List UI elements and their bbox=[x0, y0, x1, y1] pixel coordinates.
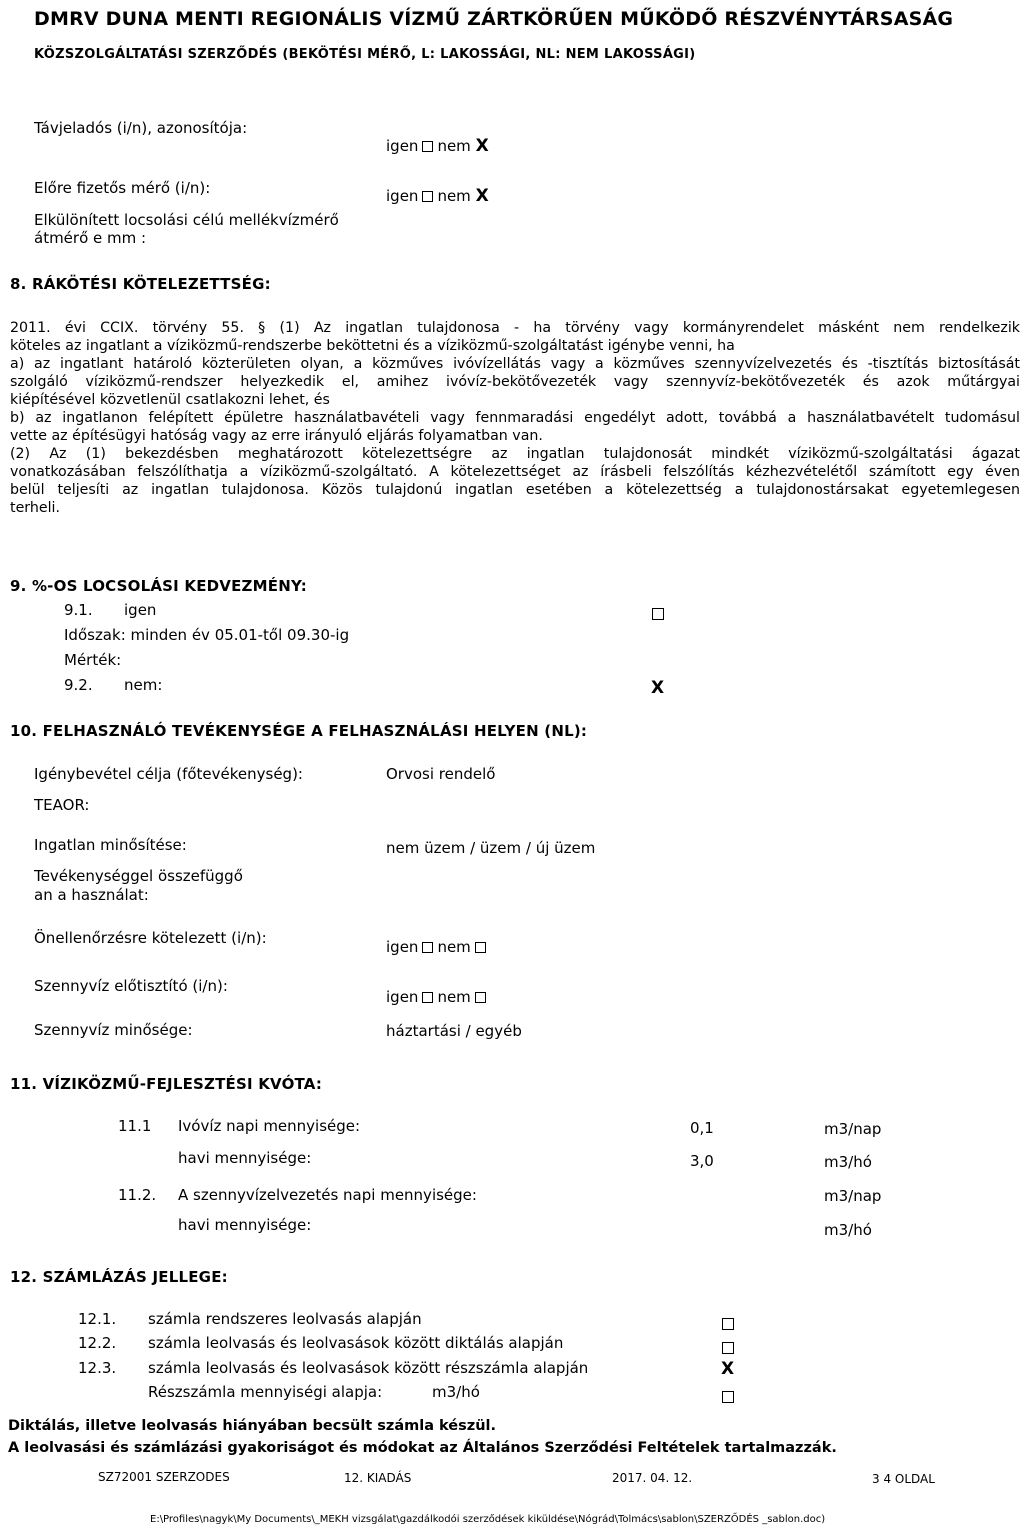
kvota-szennyviz-napi-unit: m3/nap bbox=[824, 1187, 882, 1205]
kedvezmeny-nem-label: nem: bbox=[124, 676, 163, 694]
section-8-text bbox=[10, 319, 1020, 517]
tevekenyseg-label-2: an a használat: bbox=[34, 886, 149, 904]
reszszamla-alap-label: Részszámla mennyiségi alapja: bbox=[148, 1383, 383, 1401]
tavjelado-label: Távjeladós (i/n), azonosítója: bbox=[34, 119, 248, 137]
szamla-rendszeres-checkbox[interactable] bbox=[722, 1314, 734, 1333]
igen-label: igen bbox=[386, 187, 419, 205]
law-line: 2011. évi CCIX. törvény 55. § (1) Az ingatlan tulajdonosa - ha törvény vagy kormányrendelet másként nem rendelkezik bbox=[10, 320, 1020, 336]
elore-fizetos-label: Előre fizetős mérő (i/n): bbox=[34, 179, 211, 197]
elotisztito-label: Szennyvíz előtisztító (i/n): bbox=[34, 977, 228, 995]
kvota-ivoviz-havi-unit: m3/hó bbox=[824, 1153, 872, 1171]
minosites-label: Ingatlan minősítése: bbox=[34, 836, 187, 854]
kvota-szennyviz-havi-unit: m3/hó bbox=[824, 1221, 872, 1239]
section-12-title: 12. SZÁMLÁZÁS JELLEGE: bbox=[10, 1268, 228, 1286]
szamla-reszszamla-checked-mark: X bbox=[721, 1359, 735, 1379]
nem-label: nem bbox=[437, 137, 471, 155]
section-10-title: 10. FELHASZNÁLÓ TEVÉKENYSÉGE A FELHASZNÁLÁSI HELYEN (NL): bbox=[10, 722, 588, 740]
footer-date: 2017. 04. 12. bbox=[612, 1471, 693, 1485]
szamla-reszszamla-label: számla leolvasás és leolvasások között részszámla alapján bbox=[148, 1359, 589, 1377]
section-9-title: 9. %-OS LOCSOLÁSI KEDVEZMÉNY: bbox=[10, 577, 307, 595]
igen-label: igen bbox=[386, 137, 419, 155]
szennyviz-minoseg-label: Szennyvíz minősége: bbox=[34, 1021, 193, 1039]
kvota-ivoviz-napi-value: 0,1 bbox=[690, 1119, 714, 1137]
footer-kiadas: 12. KIADÁS bbox=[344, 1471, 412, 1485]
kedvezmeny-idoszak: Időszak: minden év 05.01-től 09.30-ig bbox=[64, 626, 350, 644]
kedvezmeny-igen-label: igen bbox=[124, 601, 157, 619]
tavjelado-choice bbox=[386, 136, 489, 156]
szamla-option-num: 12.2. bbox=[78, 1334, 117, 1352]
locsolasi-meter-label: Elkülönített locsolási célú mellékvízmérő bbox=[34, 211, 339, 229]
teaor-label: TEAOR: bbox=[34, 796, 90, 814]
law-line: kiépítésével közvetlenül csatlakozni lehet, és bbox=[10, 392, 330, 408]
kedvezmeny-mertek-label: Mérték: bbox=[64, 651, 122, 669]
igen-label: igen bbox=[386, 988, 419, 1006]
section-11-title: 11. VÍZIKÖZMŰ-FEJLESZTÉSI KVÓTA: bbox=[10, 1075, 323, 1093]
law-line: (2) Az (1) bekezdésben meghatározott kötelezettségre az ingatlan tulajdonosát mindkét víziközmű-szolgáltatási ágazat bbox=[10, 446, 1020, 462]
note-becsult-szamla: Diktálás, illetve leolvasás hiányában becsült számla készül. bbox=[8, 1418, 496, 1434]
onellenorzes-label: Önellenőrzésre kötelezett (i/n): bbox=[34, 929, 267, 947]
igen-checkbox[interactable] bbox=[422, 191, 433, 202]
kvota-szennyviz-havi-label: havi mennyisége: bbox=[178, 1216, 312, 1234]
kedvezmeny-nem-checked-mark: X bbox=[651, 678, 665, 698]
kvota-ivoviz-napi-unit: m3/nap bbox=[824, 1120, 882, 1138]
kvota-szennyviz-label: A szennyvízelvezetés napi mennyisége: bbox=[178, 1186, 477, 1204]
law-line: a) az ingatlant határoló közterületen olyan, a közműves ivóvízellátás vagy a közműves szennyvízelvezetés és -tisztítás biztosítását bbox=[10, 356, 1020, 372]
footer-document-code: SZ72001 SZERZODES bbox=[98, 1470, 230, 1484]
footer-page: 3 4 OLDAL bbox=[872, 1472, 935, 1486]
onellenorzes-choice bbox=[386, 938, 490, 956]
company-name: DMRV DUNA MENTI REGIONÁLIS VÍZMŰ ZÁRTKÖRŰEN MŰKÖDŐ RÉSZVÉNYTÁRSASÁG bbox=[34, 8, 954, 30]
tevekenyseg-label: Tevékenységgel összefüggő bbox=[34, 867, 243, 885]
nem-label: nem bbox=[437, 988, 471, 1006]
footer-file-path: E:\Profiles\nagyk\My Documents\_MEKH vizsgálat\gazdálkodói szerződések kiküldése\Nógrád\Tolmács\sablon\SZERZŐDÉS _sablon.doc) bbox=[150, 1514, 826, 1525]
szamla-option-num: 12.1. bbox=[78, 1310, 117, 1328]
law-line: szolgáló víziközmű-rendszer helyezkedik el, amihez ivóvíz-bekötővezeték vagy szennyvíz-bekötővezeték és azok műtárgyai bbox=[10, 374, 1020, 390]
nem-label: nem bbox=[437, 938, 471, 956]
locsolasi-meter-diameter-label: átmérő e mm : bbox=[34, 229, 147, 247]
igenybevetel-label: Igénybevétel célja (főtevékenység): bbox=[34, 765, 303, 783]
szamla-option-num: 12.3. bbox=[78, 1359, 117, 1377]
law-line: terheli. bbox=[10, 500, 60, 516]
kvota-ivoviz-havi-label: havi mennyisége: bbox=[178, 1149, 312, 1167]
section-8-title: 8. RÁKÖTÉSI KÖTELEZETTSÉG: bbox=[10, 275, 271, 293]
law-line: belül teljesíti az ingatlan tulajdonosa. Közös tulajdonú ingatlan esetében a kötelezettség a tulajdonostársakat egyetemlegesen bbox=[10, 482, 1020, 498]
nem-checked-mark: X bbox=[475, 186, 489, 206]
minosites-value: nem üzem / üzem / új üzem bbox=[386, 839, 596, 857]
nem-checkbox[interactable] bbox=[475, 942, 486, 953]
law-line: vette az építésügyi hatóság vagy az erre irányuló eljárás folyamatban van. bbox=[10, 428, 543, 444]
elotisztito-choice bbox=[386, 988, 490, 1006]
note-aszf: A leolvasási és számlázási gyakoriságot és módokat az Általános Szerződési Feltételek tartalmazzák. bbox=[8, 1440, 837, 1456]
kedvezmeny-nem-num: 9.2. bbox=[64, 676, 93, 694]
szennyviz-minoseg-value: háztartási / egyéb bbox=[386, 1022, 522, 1040]
kedvezmeny-igen-num: 9.1. bbox=[64, 601, 93, 619]
kvota-szennyviz-num: 11.2. bbox=[118, 1186, 157, 1204]
elore-fizetos-choice bbox=[386, 186, 489, 206]
igen-checkbox[interactable] bbox=[422, 942, 433, 953]
szamla-diktalas-checkbox[interactable] bbox=[722, 1338, 734, 1357]
reszszamla-alap-checkbox[interactable] bbox=[722, 1387, 734, 1406]
nem-checked-mark: X bbox=[475, 136, 489, 156]
szamla-rendszeres-label: számla rendszeres leolvasás alapján bbox=[148, 1310, 422, 1328]
kvota-ivoviz-label: Ivóvíz napi mennyisége: bbox=[178, 1117, 361, 1135]
law-line: köteles az ingatlant a víziközmű-rendszerbe beköttetni és a víziközmű-szolgáltatást igénybe venni, ha bbox=[10, 338, 735, 354]
igen-checkbox[interactable] bbox=[422, 992, 433, 1003]
document-subtitle: KÖZSZOLGÁLTATÁSI SZERZŐDÉS (BEKÖTÉSI MÉRŐ, L: LAKOSSÁGI, NL: NEM LAKOSSÁGI) bbox=[34, 47, 696, 62]
igen-label: igen bbox=[386, 938, 419, 956]
reszszamla-alap-unit: m3/hó bbox=[432, 1383, 480, 1401]
kvota-ivoviz-havi-value: 3,0 bbox=[690, 1152, 714, 1170]
law-line: b) az ingatlanon felépített épületre használatbavételi vagy fennmaradási engedélyt adott, továbbá a használatbavételt tudomásul bbox=[10, 410, 1020, 426]
szamla-diktalas-label: számla leolvasás és leolvasások között diktálás alapján bbox=[148, 1334, 564, 1352]
igenybevetel-value: Orvosi rendelő bbox=[386, 765, 496, 783]
law-line: vonatkozásában felszólíthatja a víziközmű-szolgáltató. A kötelezettséget az írásbeli felszólítás kézhezvételétől számított egy éven bbox=[10, 464, 1020, 480]
kedvezmeny-igen-checkbox[interactable] bbox=[652, 604, 664, 623]
nem-label: nem bbox=[437, 187, 471, 205]
nem-checkbox[interactable] bbox=[475, 992, 486, 1003]
igen-checkbox[interactable] bbox=[422, 141, 433, 152]
kvota-ivoviz-num: 11.1 bbox=[118, 1117, 152, 1135]
